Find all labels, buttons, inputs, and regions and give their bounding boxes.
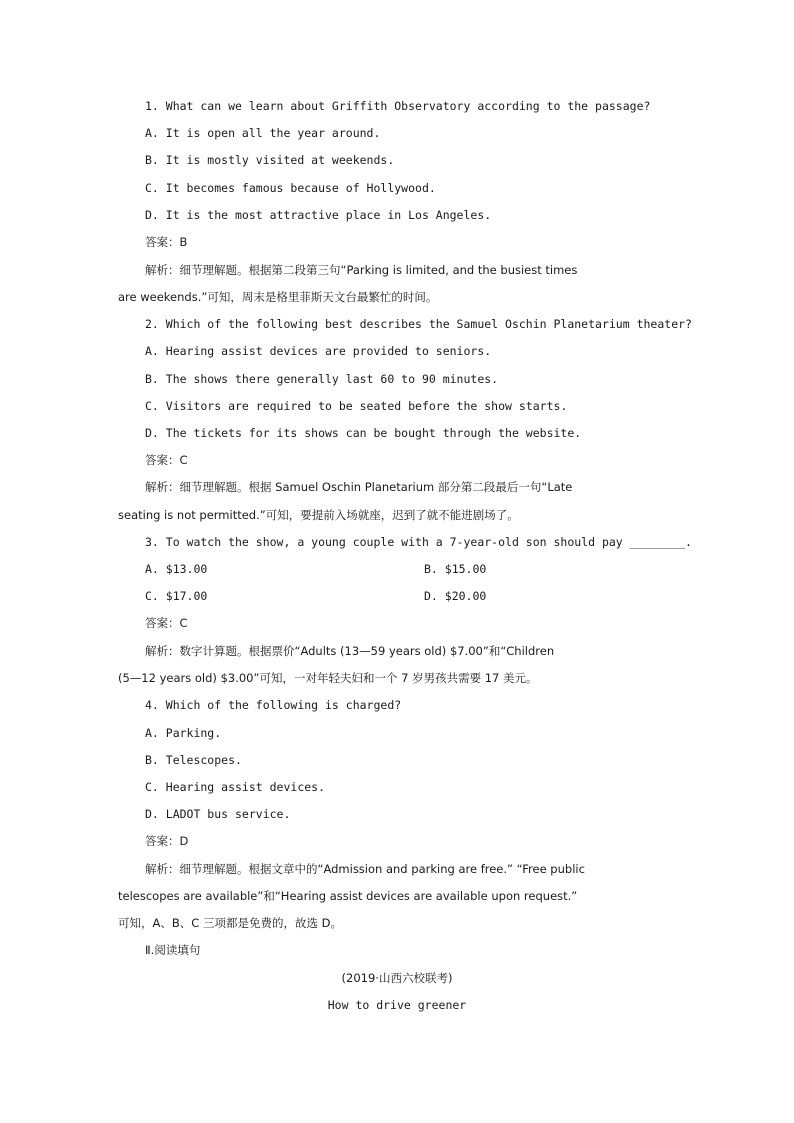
q4-option-b: B. Telescopes. xyxy=(145,753,242,767)
q4-analysis-line2: telescopes are available”和“Hearing assist devices are available upon request.” xyxy=(118,889,578,903)
q2-answer: 答案：C xyxy=(145,453,188,467)
q4-option-c: C. Hearing assist devices. xyxy=(145,780,326,794)
passage-title: How to drive greener xyxy=(327,998,467,1012)
q1-question: 1. What can we learn about Griffith Observatory according to the passage? xyxy=(145,99,651,113)
q2-option-b: B. The shows there generally last 60 to 90 minutes. xyxy=(145,372,499,386)
q2-option-a: A. Hearing assist devices are provided to seniors. xyxy=(145,344,492,358)
q4-question: 4. Which of the following is charged? xyxy=(145,698,402,712)
q1-option-d: D. It is the most attractive place in Los Angeles. xyxy=(145,208,492,222)
q4-analysis-line3: 可知，A、B、C 三项都是免费的，故选 D。 xyxy=(118,916,342,930)
q1-analysis-line2: are weekends.”可知，周末是格里菲斯天文台最繁忙的时间。 xyxy=(118,290,438,304)
q2-question: 2. Which of the following best describes the Samuel Oschin Planetarium theater? xyxy=(145,317,692,331)
q1-analysis-line1: 解析：细节理解题。根据第二段第三句“Parking is limited, and the busiest times xyxy=(145,263,578,277)
q1-option-a: A. It is open all the year around. xyxy=(145,126,381,140)
q3-question: 3. To watch the show, a young couple with a 7-year-old son should pay ________. xyxy=(145,535,692,549)
q4-option-d: D. LADOT bus service. xyxy=(145,807,291,821)
q1-answer: 答案：B xyxy=(145,235,188,249)
q4-answer: 答案：D xyxy=(145,834,189,848)
q3-option-b: B. $15.00 xyxy=(424,562,487,576)
q3-analysis-line1: 解析：数字计算题。根据票价“Adults (13—59 years old) $7.00”和“Children xyxy=(145,644,555,658)
q3-analysis-line2: (5—12 years old) $3.00”可知，一对年轻夫妇和一个 7 岁男孩共需要 17 美元。 xyxy=(118,671,538,685)
q2-option-c: C. Visitors are required to be seated before the show starts. xyxy=(145,399,568,413)
q2-analysis-line2: seating is not permitted.”可知，要提前入场就座，迟到了就不能进剧场了。 xyxy=(118,508,519,522)
q3-option-a: A. $13.00 xyxy=(145,562,208,576)
q3-option-c: C. $17.00 xyxy=(145,589,208,603)
q4-option-a: A. Parking. xyxy=(145,726,222,740)
q3-option-d: D. $20.00 xyxy=(424,589,487,603)
q1-option-c: C. It becomes famous because of Hollywood. xyxy=(145,181,436,195)
q2-analysis-line1: 解析：细节理解题。根据 Samuel Oschin Planetarium 部分第二段最后一句“Late xyxy=(145,480,573,494)
section-source: (2019·山西六校联考) xyxy=(341,971,453,985)
q1-option-b: B. It is mostly visited at weekends. xyxy=(145,153,395,167)
q3-answer: 答案：C xyxy=(145,616,188,630)
q2-option-d: D. The tickets for its shows can be bought through the website. xyxy=(145,426,582,440)
section-heading: Ⅱ.阅读填句 xyxy=(145,943,201,957)
q4-analysis-line1: 解析：细节理解题。根据文章中的“Admission and parking are free.” “Free public xyxy=(145,862,585,876)
